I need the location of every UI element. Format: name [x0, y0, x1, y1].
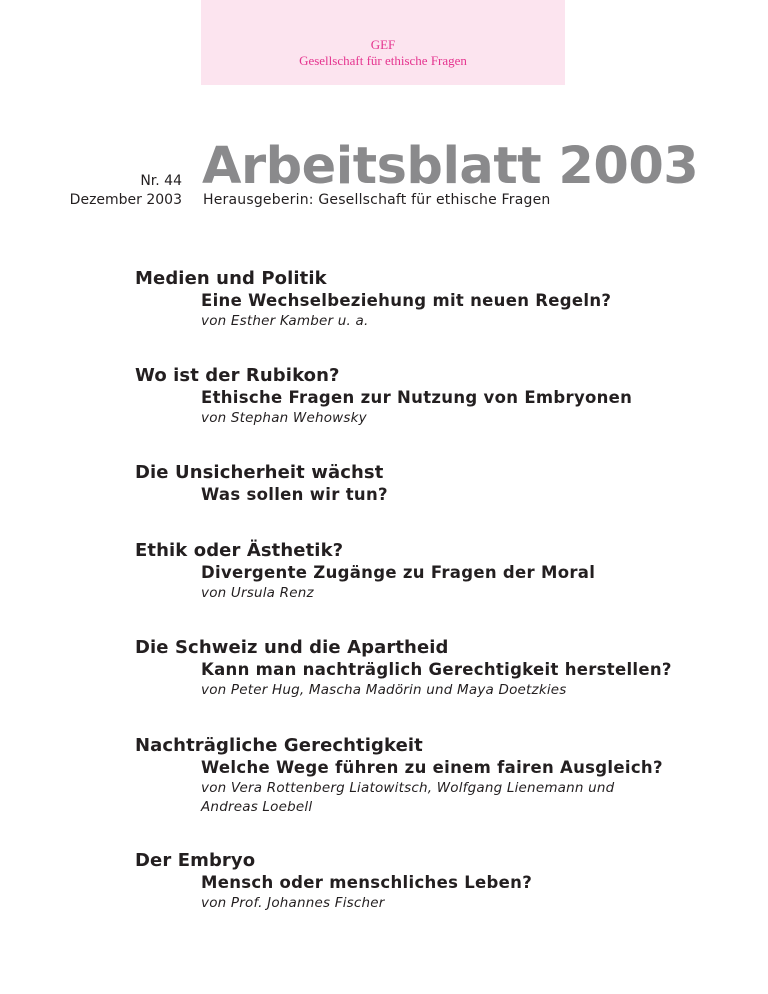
toc-heading[interactable]: Die Schweiz und die Apartheid	[135, 637, 449, 658]
toc-author: von Stephan Wehowsky	[201, 410, 367, 426]
toc-entry[interactable]	[135, 268, 661, 331]
banner-organization-name: Gesellschaft für ethische Fragen	[299, 53, 467, 68]
toc-subtitle: Mensch oder menschliches Leben?	[201, 873, 533, 892]
toc-subtitle: Eine Wechselbeziehung mit neuen Regeln?	[201, 291, 612, 310]
toc-heading[interactable]: Der Embryo	[135, 850, 256, 871]
toc-subtitle: Was sollen wir tun?	[201, 485, 388, 504]
toc-entry[interactable]	[135, 735, 663, 817]
toc-entry[interactable]	[135, 540, 661, 603]
toc-author: von Prof. Johannes Fischer	[201, 895, 385, 911]
banner-abbreviation: GEF	[370, 37, 396, 52]
toc-heading[interactable]: Die Unsicherheit wächst	[135, 462, 384, 483]
toc-subtitle: Welche Wege führen zu einem fairen Ausgleich?	[201, 758, 663, 777]
toc-entry[interactable]	[135, 850, 661, 913]
toc-subtitle: Divergente Zugänge zu Fragen der Moral	[201, 563, 596, 582]
toc-entry[interactable]	[135, 365, 661, 428]
publisher-line: Herausgeberin: Gesellschaft für ethische Fragen	[203, 192, 551, 208]
toc-author: von Vera Rottenberg Liatowitsch, Wolfgang Lienemann und Andreas Loebell	[201, 780, 615, 815]
toc-author: von Esther Kamber u. a.	[201, 313, 369, 329]
toc-subtitle: Kann man nachträglich Gerechtigkeit herstellen?	[201, 660, 672, 679]
issue-date: Dezember 2003	[69, 192, 182, 208]
toc-author: von Ursula Renz	[201, 585, 314, 601]
gef-banner	[201, 0, 565, 85]
toc-entry[interactable]	[135, 637, 672, 700]
toc-heading[interactable]: Wo ist der Rubikon?	[135, 365, 340, 386]
toc-heading[interactable]: Medien und Politik	[135, 268, 327, 289]
toc-author: von Peter Hug, Mascha Madörin und Maya Doetzkies	[201, 682, 567, 698]
toc-entry[interactable]	[135, 462, 388, 506]
page-title: Arbeitsblatt 2003	[202, 137, 699, 196]
toc-heading[interactable]: Ethik oder Ästhetik?	[135, 540, 344, 561]
issue-number: Nr. 44	[140, 173, 182, 189]
toc-heading[interactable]: Nachträgliche Gerechtigkeit	[135, 735, 423, 756]
toc-subtitle: Ethische Fragen zur Nutzung von Embryonen	[201, 388, 633, 407]
